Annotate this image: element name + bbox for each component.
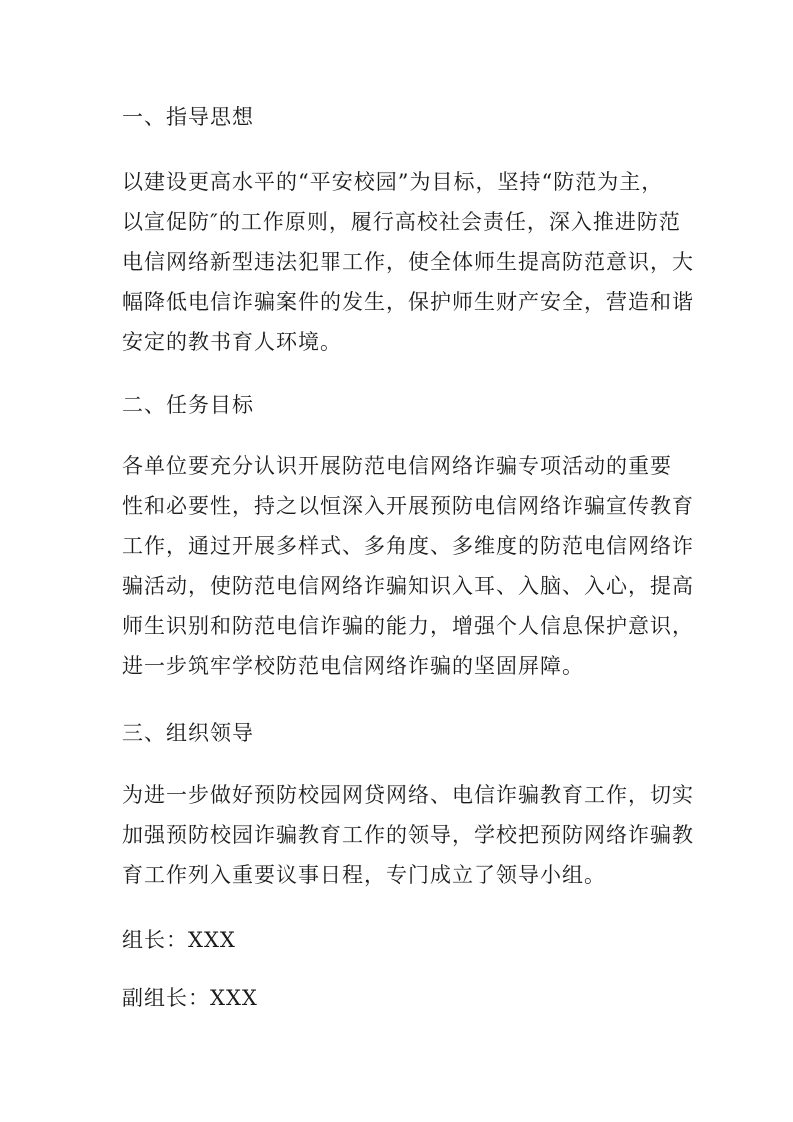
paragraph-line: 以建设更高水平的“平安校园”为目标，坚持“防范为主， [122,170,664,194]
paragraph-line: 以宣促防″的工作原则，履行高校社会责任，深入推进防范 [122,210,681,234]
paragraph-line: 为进一步做好预防校园网贷网络、电信诈骗教育工作，切实 [122,783,694,807]
paragraph-line: 幅降低电信诈骗案件的发生，保护师生财产安全，营造和谐 [122,290,694,314]
section-heading-task-objectives: 二、任务目标 [122,393,254,417]
section-heading-organization: 三、组织领导 [122,721,254,745]
paragraph-task-objectives [122,446,694,686]
paragraph-line: 加强预防校园诈骗教育工作的领导，学校把预防网络诈骗教 [122,823,694,847]
paragraph-line: 各单位要充分认识开展防范电信网络诈骗专项活动的重要 [122,454,672,478]
leader-line: 组长：XXX [122,928,236,952]
deputy-leader-line: 副组长：XXX [122,986,258,1010]
paragraph-line: 电信网络新型违法犯罪工作，使全体师生提高防范意识，大 [122,250,694,274]
paragraph-line: 骗活动，使防范电信网络诈骗知识入耳、入脑、入心，提高 [122,574,694,598]
paragraph-line: 安定的教书育人环境。 [122,330,342,354]
paragraph-line: 性和必要性，持之以恒深入开展预防电信网络诈骗宣传教育 [122,494,694,518]
paragraph-line: 工作，通过开展多样式、多角度、多维度的防范电信网络诈 [122,534,694,558]
paragraph-guiding-ideology [122,162,694,362]
section-heading-guiding-ideology: 一、指导思想 [122,105,254,129]
paragraph-line: 师生识别和防范电信诈骗的能力，增强个人信息保护意识， [122,614,694,638]
paragraph-line: 育工作列入重要议事日程，专门成立了领导小组。 [122,863,606,887]
paragraph-organization [122,775,694,895]
paragraph-line: 进一步筑牢学校防范电信网络诈骗的坚固屏障。 [122,654,584,678]
